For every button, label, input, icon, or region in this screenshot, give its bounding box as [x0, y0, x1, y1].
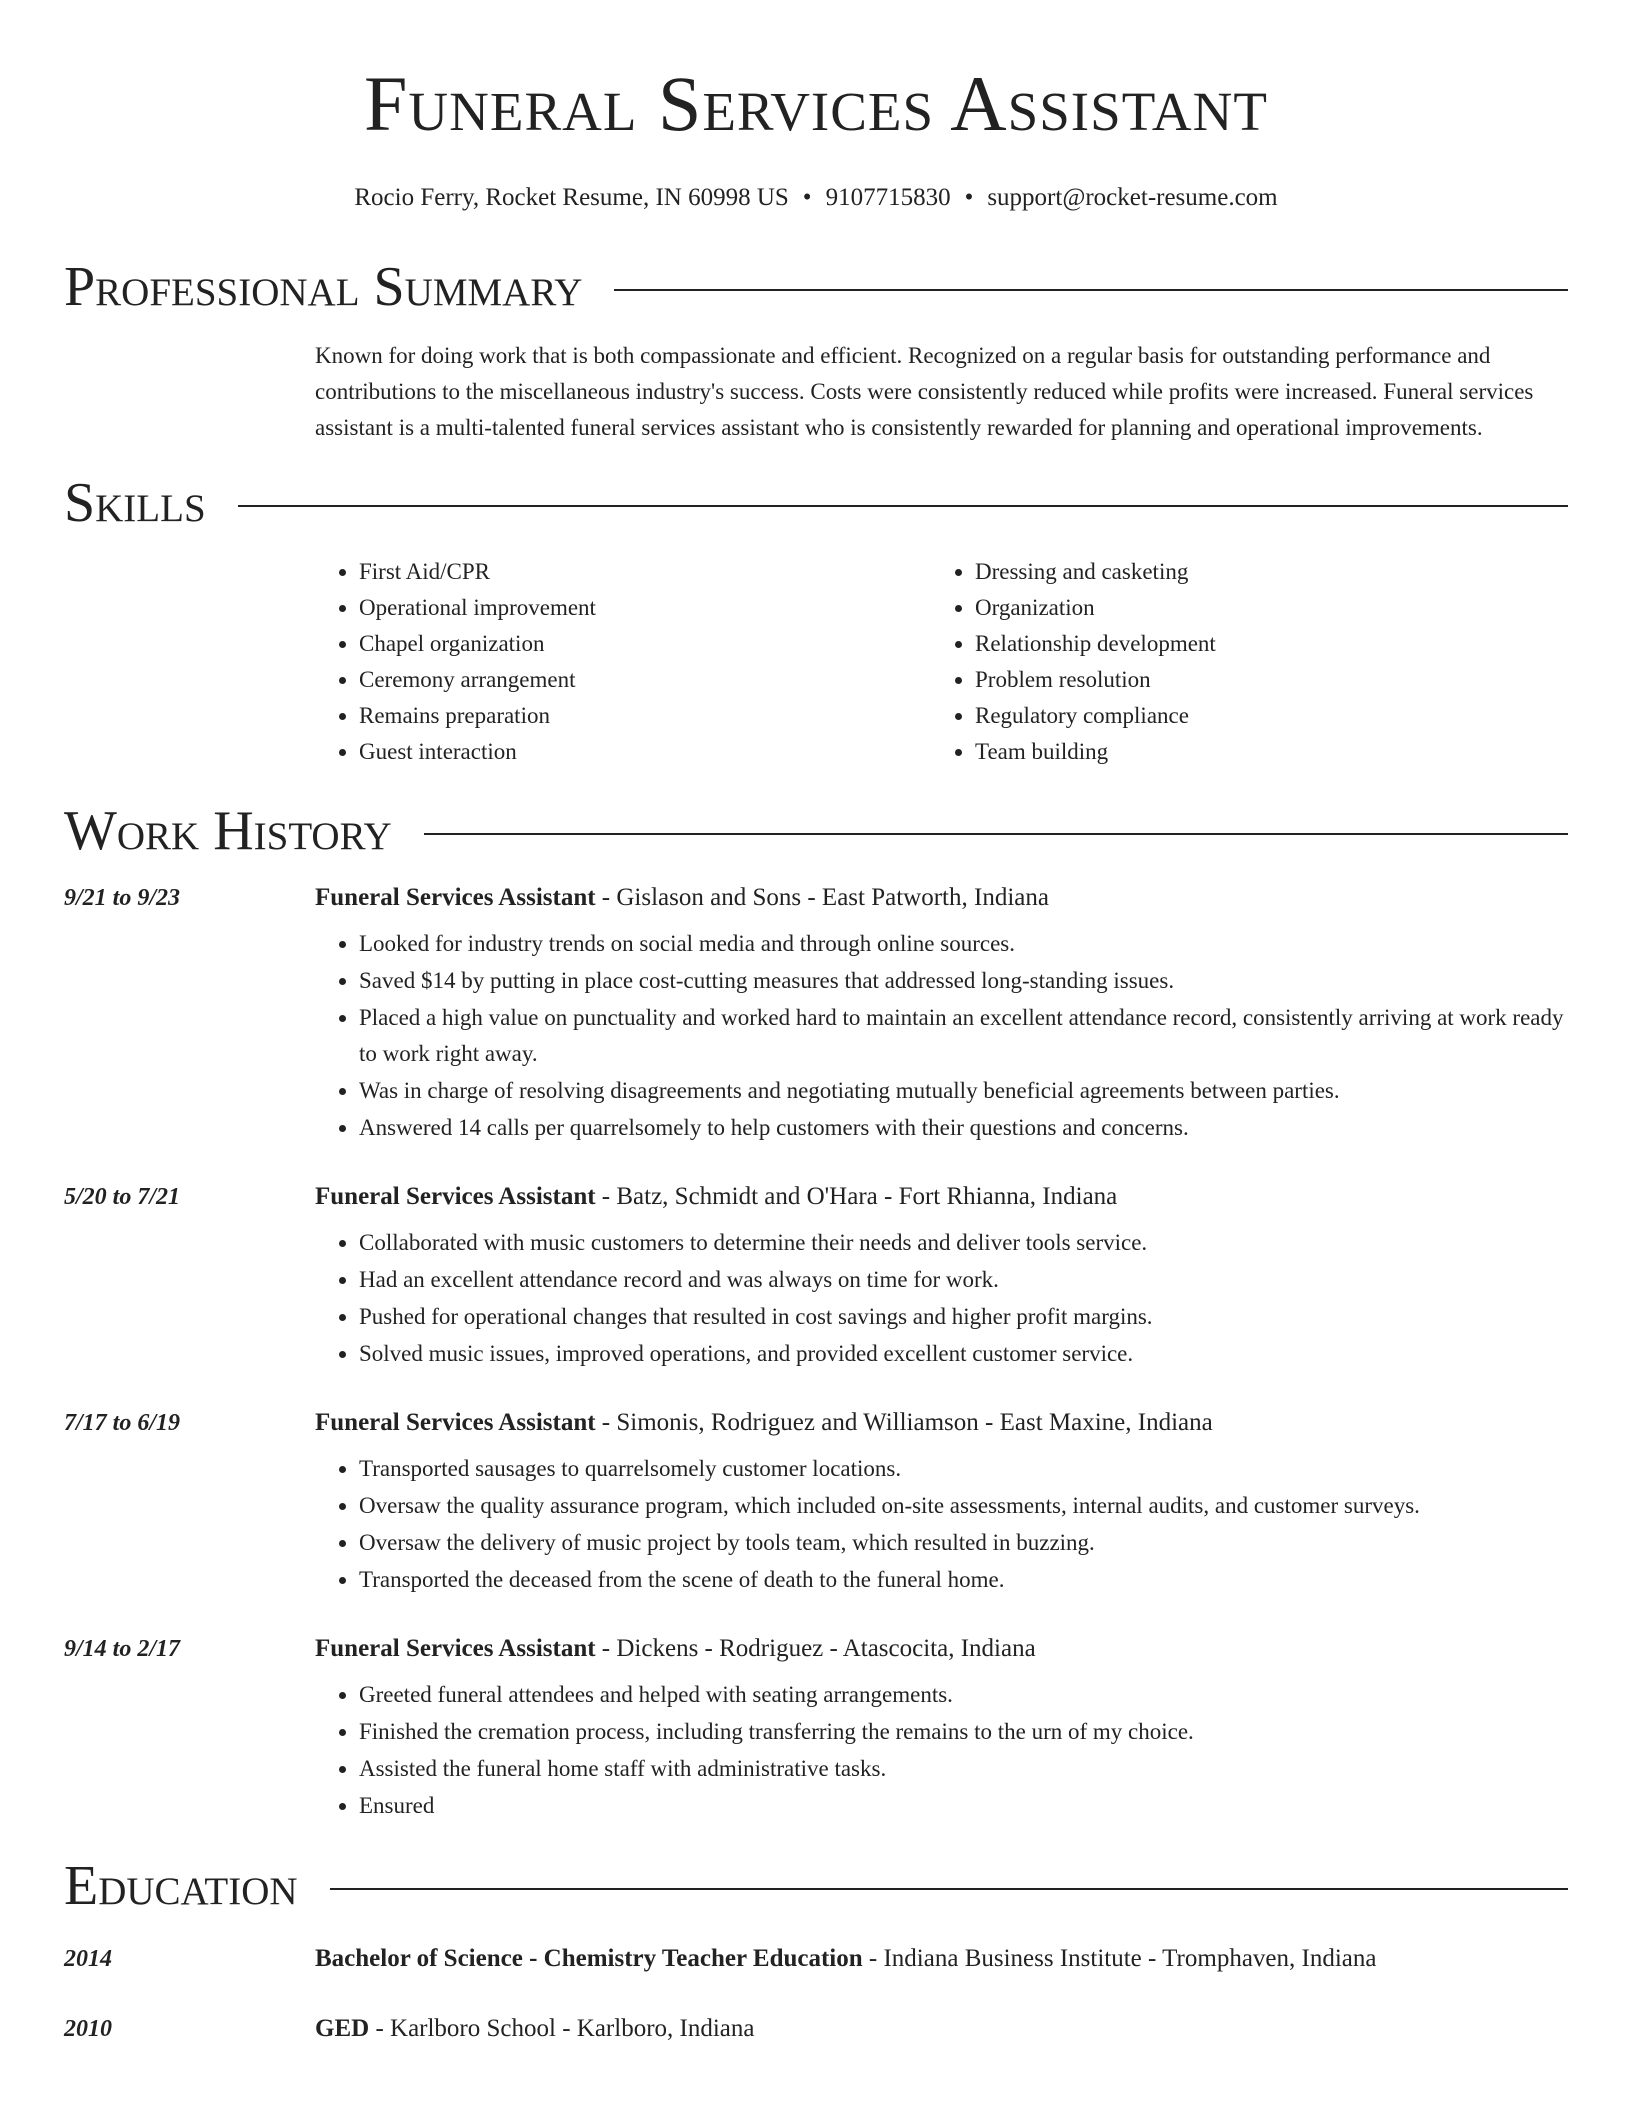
skills-heading: Skills	[64, 472, 206, 534]
skills-column-right	[931, 554, 1547, 770]
skills-list	[64, 554, 1568, 770]
job-bullet: • Ensured	[359, 1788, 1568, 1824]
job-bullet: • Oversaw the delivery of music project by tools team, which resulted in buzzing.	[359, 1525, 1568, 1561]
job-bullets	[315, 1225, 1568, 1372]
section-divider	[238, 505, 1568, 507]
job-entry	[64, 1177, 1568, 1373]
work-heading: Work History	[64, 800, 392, 862]
summary-section-header	[64, 254, 1568, 320]
skills-section-header	[64, 470, 1568, 536]
job-bullet: • Transported sausages to quarrelsomely customer locations.	[359, 1451, 1568, 1487]
education-entry	[64, 1939, 1568, 1979]
education-section-header	[64, 1853, 1568, 1919]
job-bullets	[315, 1451, 1568, 1598]
education-year: 2010	[64, 2016, 112, 2042]
job-employer: - Gislason and Sons - East Patworth, Indiana	[595, 884, 1049, 911]
work-section-header	[64, 798, 1568, 864]
skill-item: • Problem resolution	[975, 662, 1547, 698]
summary-text: Known for doing work that is both compassionate and efficient. Recognized on a regular basis for outstanding performance and contributions to the miscellaneous industry's success. Costs were consistently reduced while profits were increased. Funeral services assistant is a multi-talented funeral services assistant who is consistently rewarded for planning and operational improvements.	[315, 343, 1534, 440]
skill-item: • Operational improvement	[359, 590, 931, 626]
education-school: - Karlboro School - Karlboro, Indiana	[369, 2015, 755, 2042]
skill-item: • Relationship development	[975, 626, 1547, 662]
job-bullet: • Placed a high value on punctuality and worked hard to maintain an excellent attendance record, consistently arriving at work ready to work right away.	[359, 1000, 1568, 1072]
section-divider	[424, 833, 1568, 835]
contact-line	[64, 182, 1568, 214]
job-bullet: • Oversaw the quality assurance program, which included on-site assessments, internal audits, and customer surveys.	[359, 1488, 1568, 1524]
job-bullet: • Transported the deceased from the scene of death to the funeral home.	[359, 1562, 1568, 1598]
job-dates: 9/21 to 9/23	[64, 885, 181, 911]
job-bullets	[315, 1677, 1568, 1824]
job-entry	[64, 1629, 1568, 1825]
skill-item: • Dressing and casketing	[975, 554, 1547, 590]
job-title-line	[315, 1177, 1568, 1217]
education-school: - Indiana Business Institute - Tromphaven, Indiana	[862, 1945, 1377, 1972]
job-bullet: • Saved $14 by putting in place cost-cutting measures that addressed long-standing issues.	[359, 963, 1568, 999]
job-dates: 5/20 to 7/21	[64, 1184, 181, 1210]
job-title: Funeral Services Assistant	[315, 1635, 596, 1662]
skill-item: • First Aid/CPR	[359, 554, 931, 590]
job-bullet: • Was in charge of resolving disagreements and negotiating mutually beneficial agreements between parties.	[359, 1073, 1568, 1109]
education-year: 2014	[64, 1946, 112, 1972]
job-title: Funeral Services Assistant	[315, 1409, 596, 1436]
separator-dot: •	[802, 184, 812, 211]
education-line	[315, 2009, 1568, 2049]
section-divider	[614, 289, 1568, 291]
summary-heading: Professional Summary	[64, 256, 583, 318]
skill-item: • Ceremony arrangement	[359, 662, 931, 698]
job-employer: - Dickens - Rodriguez - Atascocita, Indiana	[595, 1635, 1036, 1662]
job-bullet: • Greeted funeral attendees and helped with seating arrangements.	[359, 1677, 1568, 1713]
job-employer: - Simonis, Rodriguez and Williamson - East Maxine, Indiana	[595, 1409, 1213, 1436]
skill-item: • Chapel organization	[359, 626, 931, 662]
job-bullet: • Collaborated with music customers to determine their needs and deliver tools service.	[359, 1225, 1568, 1261]
education-degree: Bachelor of Science - Chemistry Teacher Education	[315, 1945, 863, 1972]
education-line	[315, 1939, 1568, 1979]
job-bullet: • Finished the cremation process, including transferring the remains to the urn of my choice.	[359, 1714, 1568, 1750]
section-divider	[330, 1888, 1568, 1890]
education-heading: Education	[64, 1855, 298, 1917]
job-title: Funeral Services Assistant	[315, 1183, 596, 1210]
contact-phone: 9107715830	[825, 184, 951, 211]
job-employer: - Batz, Schmidt and O'Hara - Fort Rhianna, Indiana	[595, 1183, 1118, 1210]
job-title-line	[315, 878, 1568, 918]
job-entry	[64, 878, 1568, 1147]
skills-column-left	[315, 554, 931, 770]
job-bullet: • Looked for industry trends on social media and through online sources.	[359, 926, 1568, 962]
skill-item: • Guest interaction	[359, 734, 931, 770]
skill-item: • Regulatory compliance	[975, 698, 1547, 734]
contact-address: Rocio Ferry, Rocket Resume, IN 60998 US	[354, 184, 789, 211]
job-bullet: • Solved music issues, improved operations, and provided excellent customer service.	[359, 1336, 1568, 1372]
job-dates: 9/14 to 2/17	[64, 1636, 181, 1662]
skill-item: • Team building	[975, 734, 1547, 770]
education-list	[64, 1939, 1568, 2049]
job-title-line	[315, 1629, 1568, 1669]
contact-email: support@rocket-resume.com	[987, 184, 1278, 211]
skill-item: • Organization	[975, 590, 1547, 626]
resume-name: Funeral Services Assistant	[364, 60, 1268, 147]
job-bullet: • Pushed for operational changes that resulted in cost savings and higher profit margins.	[359, 1299, 1568, 1335]
job-dates: 7/17 to 6/19	[64, 1410, 181, 1436]
skill-item: • Remains preparation	[359, 698, 931, 734]
job-bullets	[315, 926, 1568, 1146]
work-history	[64, 878, 1568, 1825]
job-bullet: • Answered 14 calls per quarrelsomely to help customers with their questions and concerns.	[359, 1110, 1568, 1146]
education-entry	[64, 2009, 1568, 2049]
job-title-line	[315, 1403, 1568, 1443]
job-title: Funeral Services Assistant	[315, 884, 596, 911]
job-entry	[64, 1403, 1568, 1599]
education-degree: GED	[315, 2015, 370, 2042]
job-bullet: • Assisted the funeral home staff with administrative tasks.	[359, 1751, 1568, 1787]
separator-dot: •	[964, 184, 974, 211]
job-bullet: • Had an excellent attendance record and was always on time for work.	[359, 1262, 1568, 1298]
